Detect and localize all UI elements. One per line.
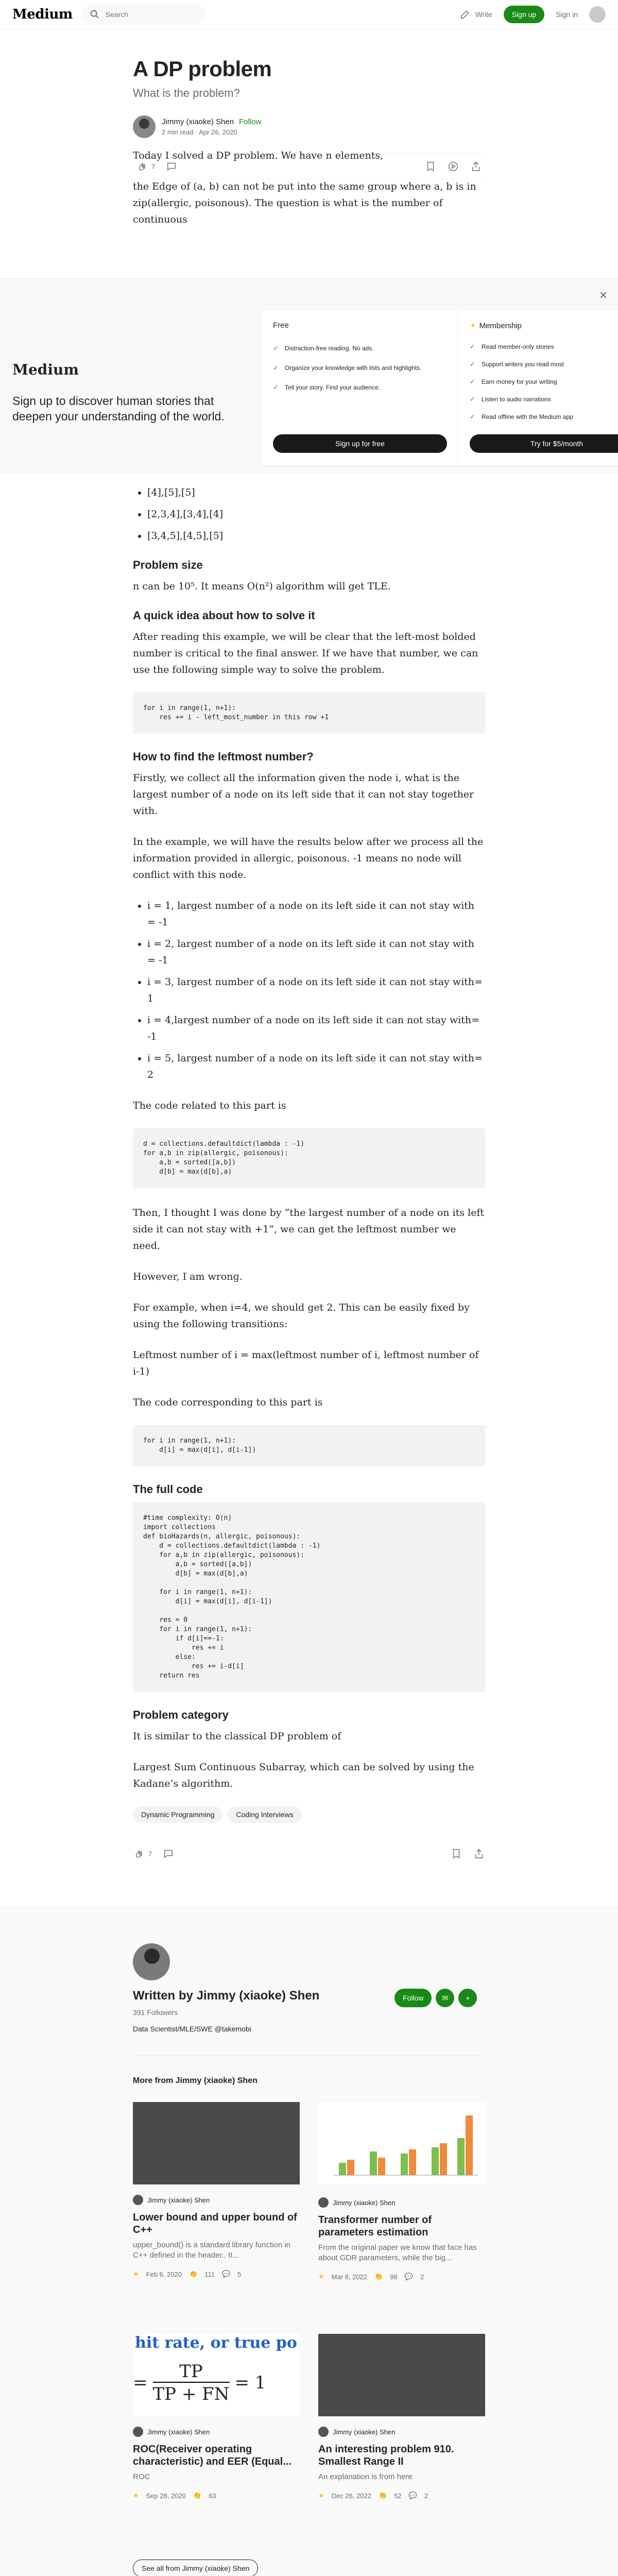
- check-icon: ✓: [273, 344, 279, 352]
- bottom-clap-button[interactable]: [133, 1848, 152, 1860]
- card-subtitle: From the original paper we know that face has about GDR parameters, while the big...: [318, 2243, 477, 2262]
- heading: A quick idea about how to solve it: [133, 609, 315, 622]
- list-item: • i = 4,largest number of a node on its left side it can not stay with= -1: [147, 1012, 485, 1045]
- list-item: • i = 5, largest number of a node on its left side it can not stay with= 2: [147, 1050, 485, 1083]
- overlay-text: Sign up to discover human stories that deepen your understanding of the world.: [12, 394, 225, 423]
- card-subtitle: upper_bound() is a standard library function in C++ defined in the header.. It...: [133, 2241, 291, 2260]
- medium-logo[interactable]: Medium: [12, 7, 73, 22]
- card-image: [318, 2102, 485, 2184]
- article-body-top: [133, 147, 485, 242]
- check-icon: ✓: [470, 395, 475, 403]
- formula-numerator: TP: [179, 2361, 203, 2382]
- list-item: • i = 2, largest number of a node on its left side it can not stay with = -1: [147, 936, 485, 969]
- comment-icon: 💬: [222, 2270, 231, 2278]
- plan-item: ✓ Support writers you read most: [470, 360, 564, 368]
- author-avatar[interactable]: [133, 115, 156, 138]
- code-block: for i in range(1, n+1): d[i] = max(d[i], d[i-1]): [133, 1425, 485, 1466]
- card-image: [133, 2334, 300, 2416]
- user-avatar[interactable]: [589, 6, 606, 23]
- followers-count[interactable]: 391 Followers: [133, 2008, 178, 2016]
- card-subtitle: An explanation is from here: [318, 2472, 413, 2481]
- bookmark-icon[interactable]: [450, 1848, 462, 1860]
- author-name[interactable]: Jimmy (xiaoke) Shen: [162, 117, 234, 126]
- plan-item: ✓ Listen to audio narrations: [470, 395, 551, 403]
- clap-icon: 👏: [374, 2273, 383, 2280]
- clap-count: 7: [148, 1850, 152, 1858]
- list-item: • [2,3,4],[3,4],[4]: [147, 506, 485, 522]
- plan-item: ✓ Distraction-free reading. No ads.: [273, 344, 374, 352]
- story-card[interactable]: Jimmy (xiaoke) Shen Lower bound and upper bound of C++ upper_bound() is a standard library function in C++ defined in the header.. It... ★ Feb 6, 2020 👏 111 💬 5: [133, 2102, 300, 2278]
- clap-icon: [133, 1848, 145, 1860]
- author-large-avatar[interactable]: [133, 1943, 170, 1980]
- paragraph: n can be 10⁵. It means O(n²) algorithm will get TLE.: [133, 581, 391, 592]
- write-button[interactable]: [459, 8, 492, 21]
- author-bio: Data Scientist/MLE/SWE @takemobi: [133, 2025, 251, 2033]
- signup-overlay: [0, 278, 618, 474]
- sign-up-button[interactable]: Sign up: [504, 6, 544, 23]
- check-icon: ✓: [470, 413, 475, 420]
- star-icon: ★: [133, 2492, 139, 2499]
- subscribe-email-icon[interactable]: ✉: [436, 1989, 454, 2007]
- story-card[interactable]: Jimmy (xiaoke) Shen An interesting problem 910. Smallest Range II An explanation is from here ★ Dec 26, 2022 👏 52 💬 2: [318, 2334, 485, 2500]
- paragraph: The code related to this part is: [133, 1100, 286, 1111]
- heading: Problem category: [133, 1708, 229, 1721]
- clap-icon: 👏: [189, 2270, 198, 2278]
- star-icon: ★: [133, 2270, 139, 2278]
- paragraph: After reading this example, we will be clear that the left-most bolded number is critical to the final answer. If we have that number, we can use the following simple way to solve the problem.: [133, 631, 478, 675]
- list-item: • i = 1, largest number of a node on its left side it can not stay with = -1: [147, 897, 485, 930]
- check-icon: ✓: [273, 383, 279, 391]
- avatar: [133, 2195, 143, 2205]
- article-body: [133, 484, 485, 1864]
- plan-item: ✓ Read member-only stories: [470, 343, 554, 350]
- bullet-list: [147, 897, 485, 1083]
- author-row: Jimmy (xiaoke) Shen Follow 2 min read · Apr 26, 2020: [133, 115, 485, 138]
- more-from-heading: More from Jimmy (xiaoke) Shen: [133, 2076, 258, 2085]
- list-item: • [3,4,5],[4,5],[5]: [147, 528, 485, 544]
- avatar: [133, 2427, 143, 2437]
- free-plan-card: [262, 311, 458, 465]
- bottom-action-bar: [133, 1843, 485, 1864]
- comment-icon: 💬: [408, 2492, 417, 2499]
- plan-item: ✓ Organize your knowledge with lists and highlights.: [273, 364, 422, 371]
- check-icon: ✓: [470, 378, 475, 385]
- list-item: • [4],[5],[5]: [147, 484, 485, 501]
- code-block: for i in range(1, n+1): res += i - left_most_number in this row +1: [133, 692, 485, 734]
- card-image: [133, 2102, 300, 2184]
- avatar: [318, 2427, 329, 2437]
- tag-list: [133, 1806, 485, 1823]
- overlay-logo: Medium: [12, 361, 79, 378]
- sign-up-free-button[interactable]: Sign up for free: [273, 434, 447, 453]
- star-icon: ★: [318, 2273, 324, 2280]
- code-block: #time complexity: O(n) import collections def bioHazards(n, allergic, poisonous): d = collections.defaultdict(lambda : -1) for a,b in zip(allergic, poisonous): a,b = sorted([a,b]) d[b] = max(d[b],a) for i in range(1, n+1): d[i] = max(d[i], d[i-1]) res = 0 for i in range(1, n+1): if d[i]==-1: res += i else: res += i-d[i] return res: [133, 1502, 485, 1692]
- paragraph: Then, I thought I was done by “the largest number of a node on its left side it can not stay with +1”, we can get the leftmost number we need.: [133, 1207, 485, 1251]
- author-section: [0, 1906, 618, 2576]
- formula-equals: =: [133, 2372, 148, 2393]
- paragraph: In the example, we will have the results below after we process all the information provided in allergic, poisonous. -1 means no node will conflict with this node.: [133, 836, 484, 880]
- membership-title: Membership: [479, 321, 522, 330]
- example-list: [147, 484, 485, 544]
- clap-count: 7: [151, 162, 156, 171]
- paragraph: Firstly, we collect all the information given the node i, what is the largest number of a node on its left side that it can not stay together with.: [133, 772, 474, 817]
- paragraph: Largest Sum Continuous Subarray, which can be solved by using the Kadane’s algorithm.: [133, 1761, 474, 1789]
- code-block: d = collections.defaultdict(lambda : -1) for a,b in zip(allergic, poisonous): a,b = sorted([a,b]) d[b] = max(d[b],a): [133, 1128, 485, 1188]
- heading: The full code: [133, 1483, 203, 1496]
- clap-icon: 👏: [379, 2492, 387, 2499]
- avatar: [318, 2197, 329, 2208]
- paragraph: It is similar to the classical DP problem of: [133, 1731, 341, 1742]
- free-plan-title: Free: [273, 321, 289, 330]
- clap-icon: 👏: [193, 2492, 202, 2499]
- formula-header: hit rate, or true po: [135, 2334, 297, 2352]
- written-by[interactable]: Written by Jimmy (xiaoke) Shen: [133, 1989, 320, 2003]
- formula-result: = 1: [234, 2372, 266, 2393]
- follow-link[interactable]: Follow: [239, 117, 262, 126]
- star-icon: ★: [318, 2492, 324, 2499]
- search-input[interactable]: [106, 10, 198, 19]
- heading: How to find the leftmost number?: [133, 750, 314, 763]
- plan-item: ✓ Earn money for your writing: [470, 378, 557, 385]
- tag[interactable]: Dynamic Programming: [133, 1806, 222, 1823]
- sign-in-link[interactable]: Sign in: [556, 10, 578, 19]
- plan-item: ✓ Read offline with the Medium app: [470, 413, 573, 420]
- paragraph: the Edge of (a, b) can not be put into the same group where a, b is in zip(allergic, poisonous). The question is what is the number of continuous: [133, 181, 476, 225]
- card-subtitle: ROC: [133, 2472, 150, 2481]
- see-all-button[interactable]: See all from Jimmy (xiaoke) Shen: [133, 2560, 258, 2576]
- follow-button[interactable]: Follow: [394, 1989, 432, 2007]
- card-image: [318, 2334, 485, 2416]
- share-icon[interactable]: [473, 1848, 485, 1860]
- read-time: 2 min read: [162, 128, 194, 136]
- article-title: A DP problem: [133, 57, 272, 81]
- comment-icon: 💬: [404, 2273, 413, 2280]
- story-card[interactable]: Jimmy (xiaoke) Shen Transformer number of parameters estimation From the original paper we know that face has about GDR parameters, while the big... ★ Mar 8, 2022 👏 98 💬 2: [318, 2102, 485, 2281]
- publish-date: Apr 26, 2020: [199, 128, 237, 136]
- check-icon: ✓: [273, 364, 279, 371]
- paragraph: The code corresponding to this part is: [133, 1397, 323, 1408]
- comment-icon[interactable]: [162, 1848, 175, 1860]
- write-label: Write: [475, 10, 492, 19]
- check-icon: ✓: [470, 360, 475, 368]
- paragraph: Today I solved a DP problem. We have n elements,: [133, 150, 384, 161]
- list-item: • i = 3, largest number of a node on its left side it can not stay with= 1: [147, 974, 485, 1007]
- more-icon[interactable]: +: [458, 1989, 477, 2007]
- top-nav: [0, 0, 618, 29]
- card-title[interactable]: Lower bound and upper bound of C++: [133, 2212, 297, 2235]
- heading: Problem size: [133, 558, 203, 571]
- card-title[interactable]: ROC(Receiver operating characteristic) and EER (Equal...: [133, 2444, 291, 2467]
- try-membership-button[interactable]: Try for $5/month: [470, 434, 618, 453]
- star-icon: ✦: [470, 321, 476, 330]
- card-title[interactable]: Transformer number of parameters estimation: [318, 2214, 432, 2238]
- plan-item: ✓ Tell your story. Find your audience.: [273, 383, 381, 391]
- search-icon: [89, 8, 100, 21]
- check-icon: ✓: [470, 343, 475, 350]
- card-title[interactable]: An interesting problem 910. Smallest Range II: [318, 2444, 454, 2467]
- paragraph: Leftmost number of i = max(leftmost number of i, leftmost number of i-1): [133, 1349, 479, 1377]
- article-subtitle: What is the problem?: [133, 87, 240, 99]
- membership-plan-card: [458, 311, 618, 465]
- write-icon: [459, 8, 471, 21]
- tag[interactable]: Coding Interviews: [228, 1806, 301, 1823]
- formula-denominator: TP + FN: [153, 2382, 230, 2404]
- paragraph: For example, when i=4, we should get 2. This can be easily fixed by using the following transitions:: [133, 1302, 470, 1330]
- paragraph: However, I am wrong.: [133, 1271, 243, 1282]
- story-card[interactable]: hit rate, or true po = $\frac{TP}{TP + FN}$ = 1 Jimmy (xiaoke) Shen ROC(Receiver operating characteristic) and EER (Equal... ROC ★ Sep 28, 2020 👏 63: [133, 2334, 300, 2500]
- search-box[interactable]: [82, 4, 205, 25]
- close-icon[interactable]: ✕: [599, 290, 608, 301]
